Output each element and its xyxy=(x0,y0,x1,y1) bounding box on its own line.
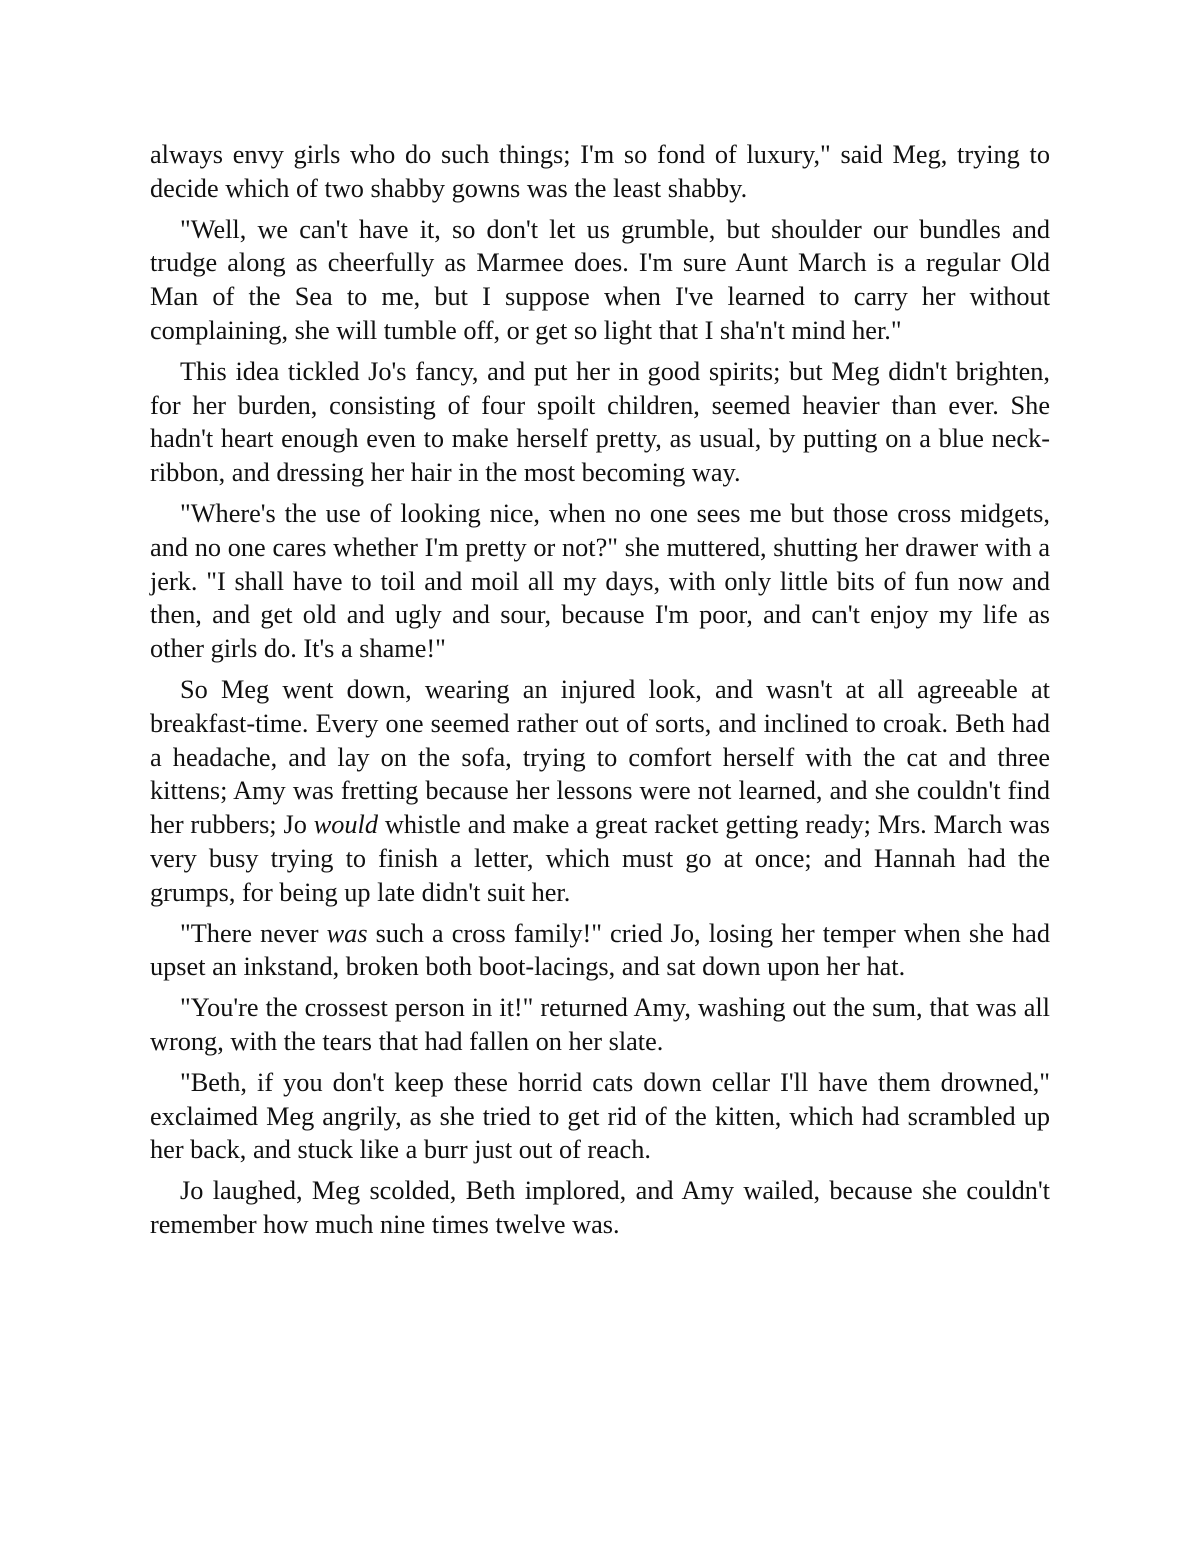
paragraph-text: So Meg went down, wearing an injured look, and wasn't at all agreeable at breakfast-time. Every one seemed rather out of sorts, and inclined to croak. Beth had a headache, and lay on the sofa, trying to comfort herself with the cat and three kittens; Amy was fretting because her lessons were not learned, and she couldn't find her rubbers; Jo xyxy=(150,674,1050,840)
emphasis-text: would xyxy=(313,810,379,840)
emphasis-text: was xyxy=(326,918,368,948)
paragraph-text: "There never xyxy=(180,918,327,948)
paragraph-text: "Where's the use of looking nice, when no one sees me but those cross midgets, and no one cares whether I'm pretty or not?" she muttered, shutting her drawer with a jerk. "I shall have to toil and moil all my days, with only little bits of fun now and then, and get old and ugly and sour, because I'm poor, and can't enjoy my life as other girls do. It's a shame!" xyxy=(150,498,1050,664)
paragraph-text: such a cross family!" cried Jo, losing her temper when she had upset an inkstand, broken both boot-lacings, and sat down upon her hat. xyxy=(150,918,1051,982)
paragraph-text: Jo laughed, Meg scolded, Beth implored, and Amy wailed, because she couldn't remember how much nine times twelve was. xyxy=(150,1176,1050,1239)
paragraph-2 xyxy=(150,213,1050,348)
paragraph-9 xyxy=(150,1174,1050,1242)
book-page xyxy=(150,138,1050,1249)
paragraph-4 xyxy=(150,497,1050,666)
paragraph-8 xyxy=(150,1066,1050,1167)
paragraph-1 xyxy=(150,138,1050,206)
paragraph-5 xyxy=(150,673,1050,910)
paragraph-text: always envy girls who do such things; I'm so fond of luxury," said Meg, trying to decide which of two shabby gowns was the least shabby. xyxy=(150,140,1050,203)
paragraph-3 xyxy=(150,355,1050,490)
paragraph-text: whistle and make a great racket getting ready; Mrs. March was very busy trying to finish a letter, which must go at once; and Hannah had the grumps, for being up late didn't suit her. xyxy=(150,810,1050,907)
paragraph-7 xyxy=(150,991,1050,1059)
paragraph-text: "Beth, if you don't keep these horrid cats down cellar I'll have them drowned," exclaimed Meg angrily, as she tried to get rid of the kitten, which had scrambled up her back, and stuck like a burr just out of reach. xyxy=(150,1067,1050,1165)
paragraph-text: This idea tickled Jo's fancy, and put her in good spirits; but Meg didn't brighten, for her burden, consisting of four spoilt children, seemed heavier than ever. She hadn't heart enough even to make herself pretty, as usual, by putting on a blue neck-ribbon, and dressing her hair in the most becoming way. xyxy=(150,356,1050,488)
paragraph-text: "You're the crossest person in it!" returned Amy, washing out the sum, that was all wrong, with the tears that had fallen on her slate. xyxy=(150,993,1050,1056)
paragraph-text: "Well, we can't have it, so don't let us grumble, but shoulder our bundles and trudge along as cheerfully as Marmee does. I'm sure Aunt March is a regular Old Man of the Sea to me, but I suppose when I've learned to carry her without complaining, she will tumble off, or get so light that I sha'n't mind her." xyxy=(150,214,1050,345)
paragraph-6 xyxy=(150,917,1050,985)
